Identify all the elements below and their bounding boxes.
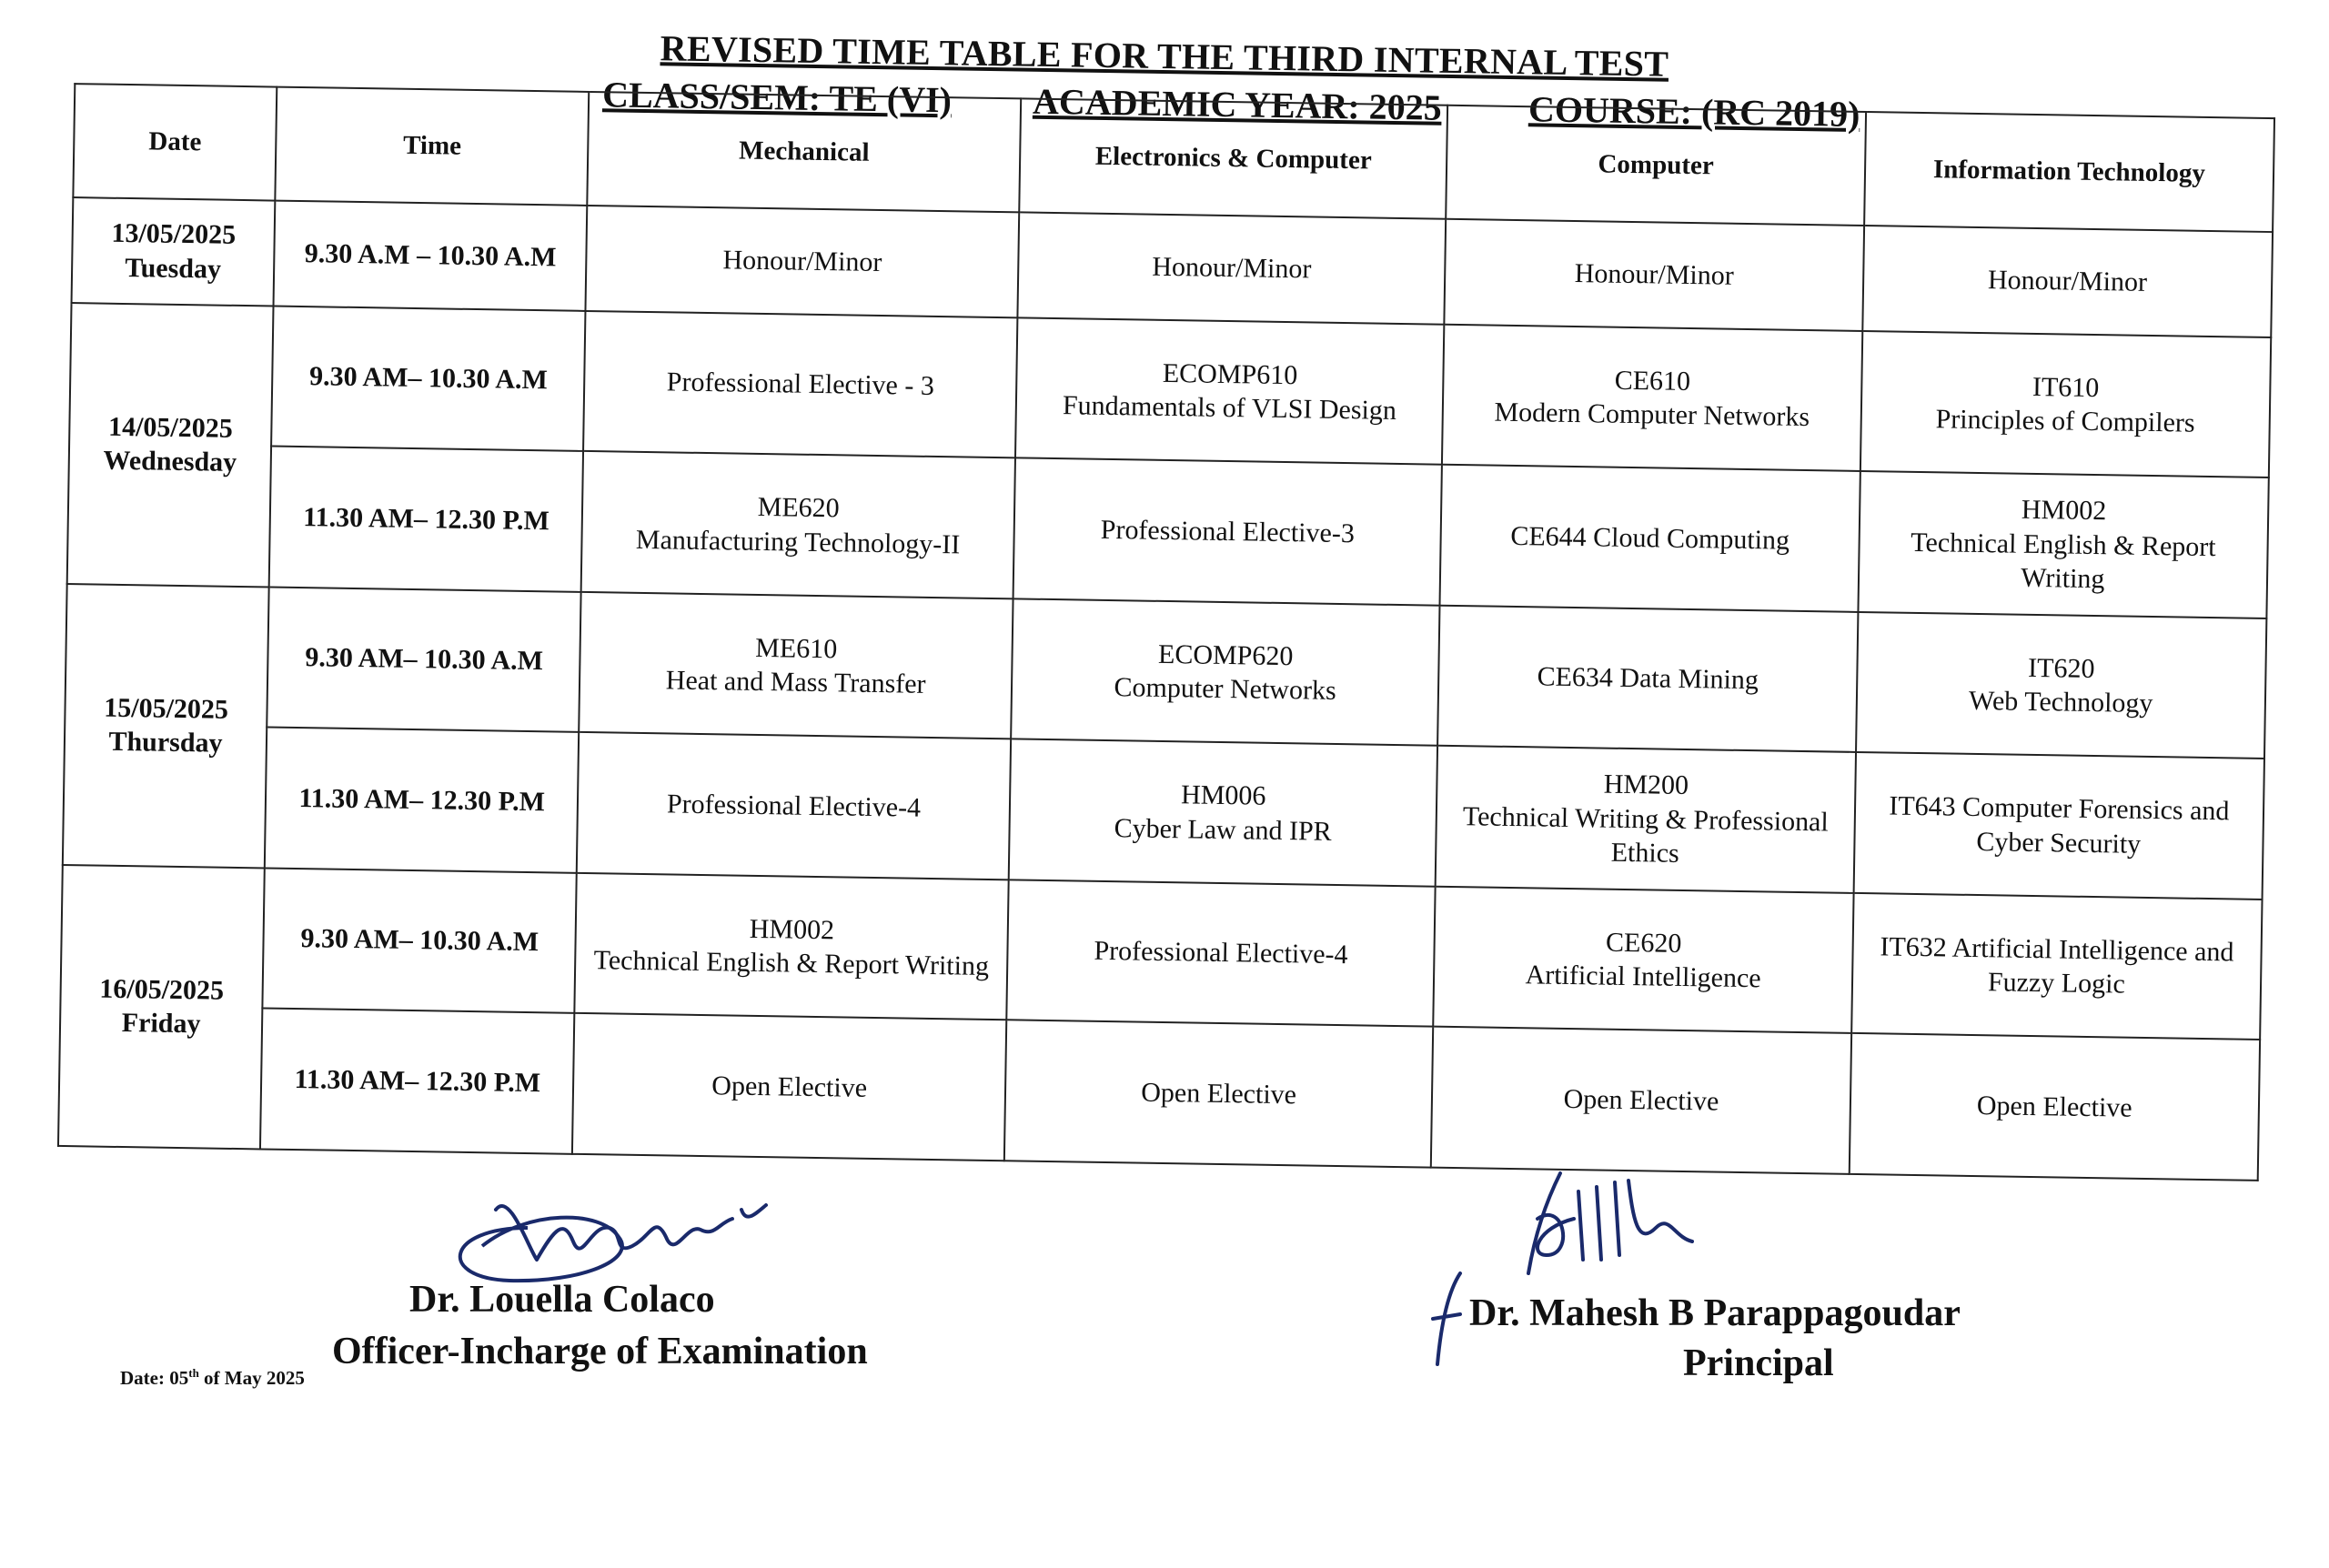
subject-title: Principles of Compilers (1935, 404, 2195, 438)
subject-line: ECOMP620 (1157, 638, 1294, 671)
issue-date-rest: of May 2025 (204, 1367, 305, 1389)
date-value: 16/05/2025 (99, 973, 225, 1006)
subject-title: Technical English & Report Writing (1911, 527, 2216, 595)
right-signature-image (1510, 1164, 1719, 1282)
subject-cell-computer (1436, 746, 1856, 893)
subject-line: Honour/Minor (1574, 258, 1734, 291)
subject-cell-information-technology (1860, 331, 2272, 478)
subject-title: Fundamentals of VLSI Design (1062, 390, 1397, 427)
time-cell: 11.30 AM– 12.30 P.M (269, 447, 584, 592)
date-cell (58, 865, 265, 1150)
left-signatory-name: Dr. Louella Colaco (409, 1279, 715, 1321)
date-cell (72, 197, 276, 306)
time-cell: 9.30 AM– 10.30 A.M (267, 587, 581, 732)
subject-cell-mechanical (577, 732, 1011, 879)
subject-line: HM200 (1603, 769, 1689, 801)
subject-cell-computer (1440, 465, 1860, 612)
day-name: Tuesday (125, 252, 222, 285)
time-cell: 9.30 A.M – 10.30 A.M (274, 201, 588, 311)
timetable-grid (57, 83, 2275, 1181)
subject-cell-mechanical (586, 206, 1019, 317)
timetable-table (57, 83, 2275, 1181)
subject-cell-mechanical (575, 873, 1009, 1020)
header-mechanical: Mechanical (588, 92, 1021, 212)
subject-cell-electronics-computer (1017, 212, 1446, 324)
subject-line: Open Elective (711, 1070, 868, 1103)
subject-cell-computer (1445, 219, 1864, 331)
subject-cell-information-technology (1851, 893, 2263, 1040)
subject-cell-information-technology (1853, 752, 2264, 900)
subject-line: IT643 Computer Forensics and Cyber Security (1889, 790, 2230, 859)
header-computer: Computer (1446, 106, 1865, 226)
time-cell: 11.30 AM– 12.30 P.M (265, 728, 580, 873)
class-sem-label: CLASS/SEM: TE (VI) (601, 74, 953, 121)
subject-line: ME620 (757, 492, 840, 524)
subject-cell-electronics-computer (1006, 879, 1436, 1027)
subject-title: Cyber Law and IPR (1114, 812, 1332, 847)
subject-line: Professional Elective-4 (1094, 936, 1348, 970)
time-cell: 9.30 AM– 10.30 A.M (271, 306, 586, 451)
subject-line: Professional Elective - 3 (666, 367, 935, 402)
subject-line: Open Elective (1976, 1091, 2132, 1123)
subject-cell-mechanical (583, 311, 1017, 458)
subject-line: ME610 (755, 632, 838, 664)
date-value: 15/05/2025 (104, 692, 229, 725)
subject-cell-mechanical (572, 1013, 1006, 1161)
subject-cell-computer (1434, 887, 1854, 1034)
date-cell (63, 584, 269, 868)
subject-cell-information-technology (1849, 1033, 2260, 1181)
subject-line: CE610 (1614, 365, 1691, 397)
subject-title: Heat and Mass Transfer (665, 665, 926, 700)
header-information-technology: Information Technology (1864, 112, 2274, 232)
subject-cell-information-technology (1858, 471, 2269, 618)
subject-title: Artificial Intelligence (1525, 960, 1761, 994)
right-signatory-name: Dr. Mahesh B Parappagoudar (1469, 1292, 1961, 1334)
issue-date-day: 05 (169, 1367, 189, 1389)
time-cell: 9.30 AM– 10.30 A.M (262, 868, 577, 1013)
date-cell (67, 303, 274, 587)
timetable-body (58, 197, 2273, 1181)
subject-cell-computer (1442, 325, 1862, 472)
subject-line: HM006 (1180, 779, 1266, 811)
document-title: REVISED TIME TABLE FOR THE THIRD INTERNAL TEST (660, 27, 1669, 85)
subject-title: Manufacturing Technology-II (635, 524, 961, 560)
header-time: Time (275, 87, 589, 206)
subject-title: Modern Computer Networks (1494, 397, 1810, 433)
header-electronics-computer: Electronics & Computer (1019, 98, 1447, 218)
time-cell: 11.30 AM– 12.30 P.M (260, 1009, 575, 1154)
subject-line: CE620 (1605, 927, 1682, 959)
subject-cell-mechanical (580, 592, 1013, 739)
subject-line: Professional Elective-3 (1100, 514, 1356, 549)
date-value: 14/05/2025 (107, 411, 234, 444)
academic-year-label: ACADEMIC YEAR: 2025 (1032, 80, 1443, 128)
right-signatory-role: Principal (1683, 1342, 1834, 1384)
subject-line: ECOMP610 (1162, 357, 1298, 390)
day-name: Friday (121, 1008, 201, 1040)
subject-line: IT632 Artificial Intelligence and Fuzzy Logic (1880, 931, 2234, 1000)
subject-line: CE644 Cloud Computing (1510, 520, 1790, 556)
subject-cell-information-technology (1856, 612, 2267, 759)
date-value: 13/05/2025 (111, 218, 237, 251)
day-name: Thursday (108, 727, 223, 759)
subject-line: HM002 (749, 913, 835, 945)
subject-line: Honour/Minor (722, 245, 882, 278)
subject-line: HM002 (2021, 495, 2107, 527)
left-signature-image (428, 1173, 810, 1292)
right-initial-mark (1428, 1269, 1474, 1369)
subject-line: IT610 (2032, 371, 2100, 403)
issue-date-suffix: th (188, 1366, 199, 1380)
subject-cell-electronics-computer (1004, 1020, 1434, 1168)
subject-title: Web Technology (1968, 686, 2153, 719)
subject-cell-mechanical (581, 451, 1015, 598)
subject-title: Technical English & Report Writing (593, 945, 990, 982)
course-label: COURSE: (RC 2019) (1527, 88, 1860, 136)
subject-title: Technical Writing & Professional Ethics (1462, 801, 1830, 869)
subject-cell-electronics-computer (1015, 317, 1445, 465)
subject-line: Honour/Minor (1987, 265, 2148, 298)
subject-line: Professional Elective-4 (666, 789, 922, 823)
subject-line: Open Elective (1140, 1077, 1297, 1111)
issue-date-label: Date: (120, 1367, 165, 1389)
subject-cell-electronics-computer (1011, 598, 1440, 746)
day-name: Wednesday (103, 446, 237, 478)
subject-cell-electronics-computer (1009, 739, 1438, 887)
header-date: Date (73, 84, 277, 200)
subject-cell-electronics-computer (1013, 458, 1442, 606)
subject-line: Open Elective (1563, 1083, 1719, 1117)
subject-cell-computer (1431, 1027, 1851, 1174)
subject-title: Computer Networks (1114, 672, 1336, 707)
left-signatory-role: Officer-Incharge of Examination (332, 1331, 868, 1372)
issue-date (120, 1366, 305, 1390)
subject-cell-computer (1437, 606, 1858, 753)
subject-line: IT620 (2027, 652, 2095, 684)
subject-line: CE634 Data Mining (1537, 661, 1759, 696)
subject-line: Honour/Minor (1152, 251, 1312, 285)
subject-cell-information-technology (1862, 226, 2273, 337)
